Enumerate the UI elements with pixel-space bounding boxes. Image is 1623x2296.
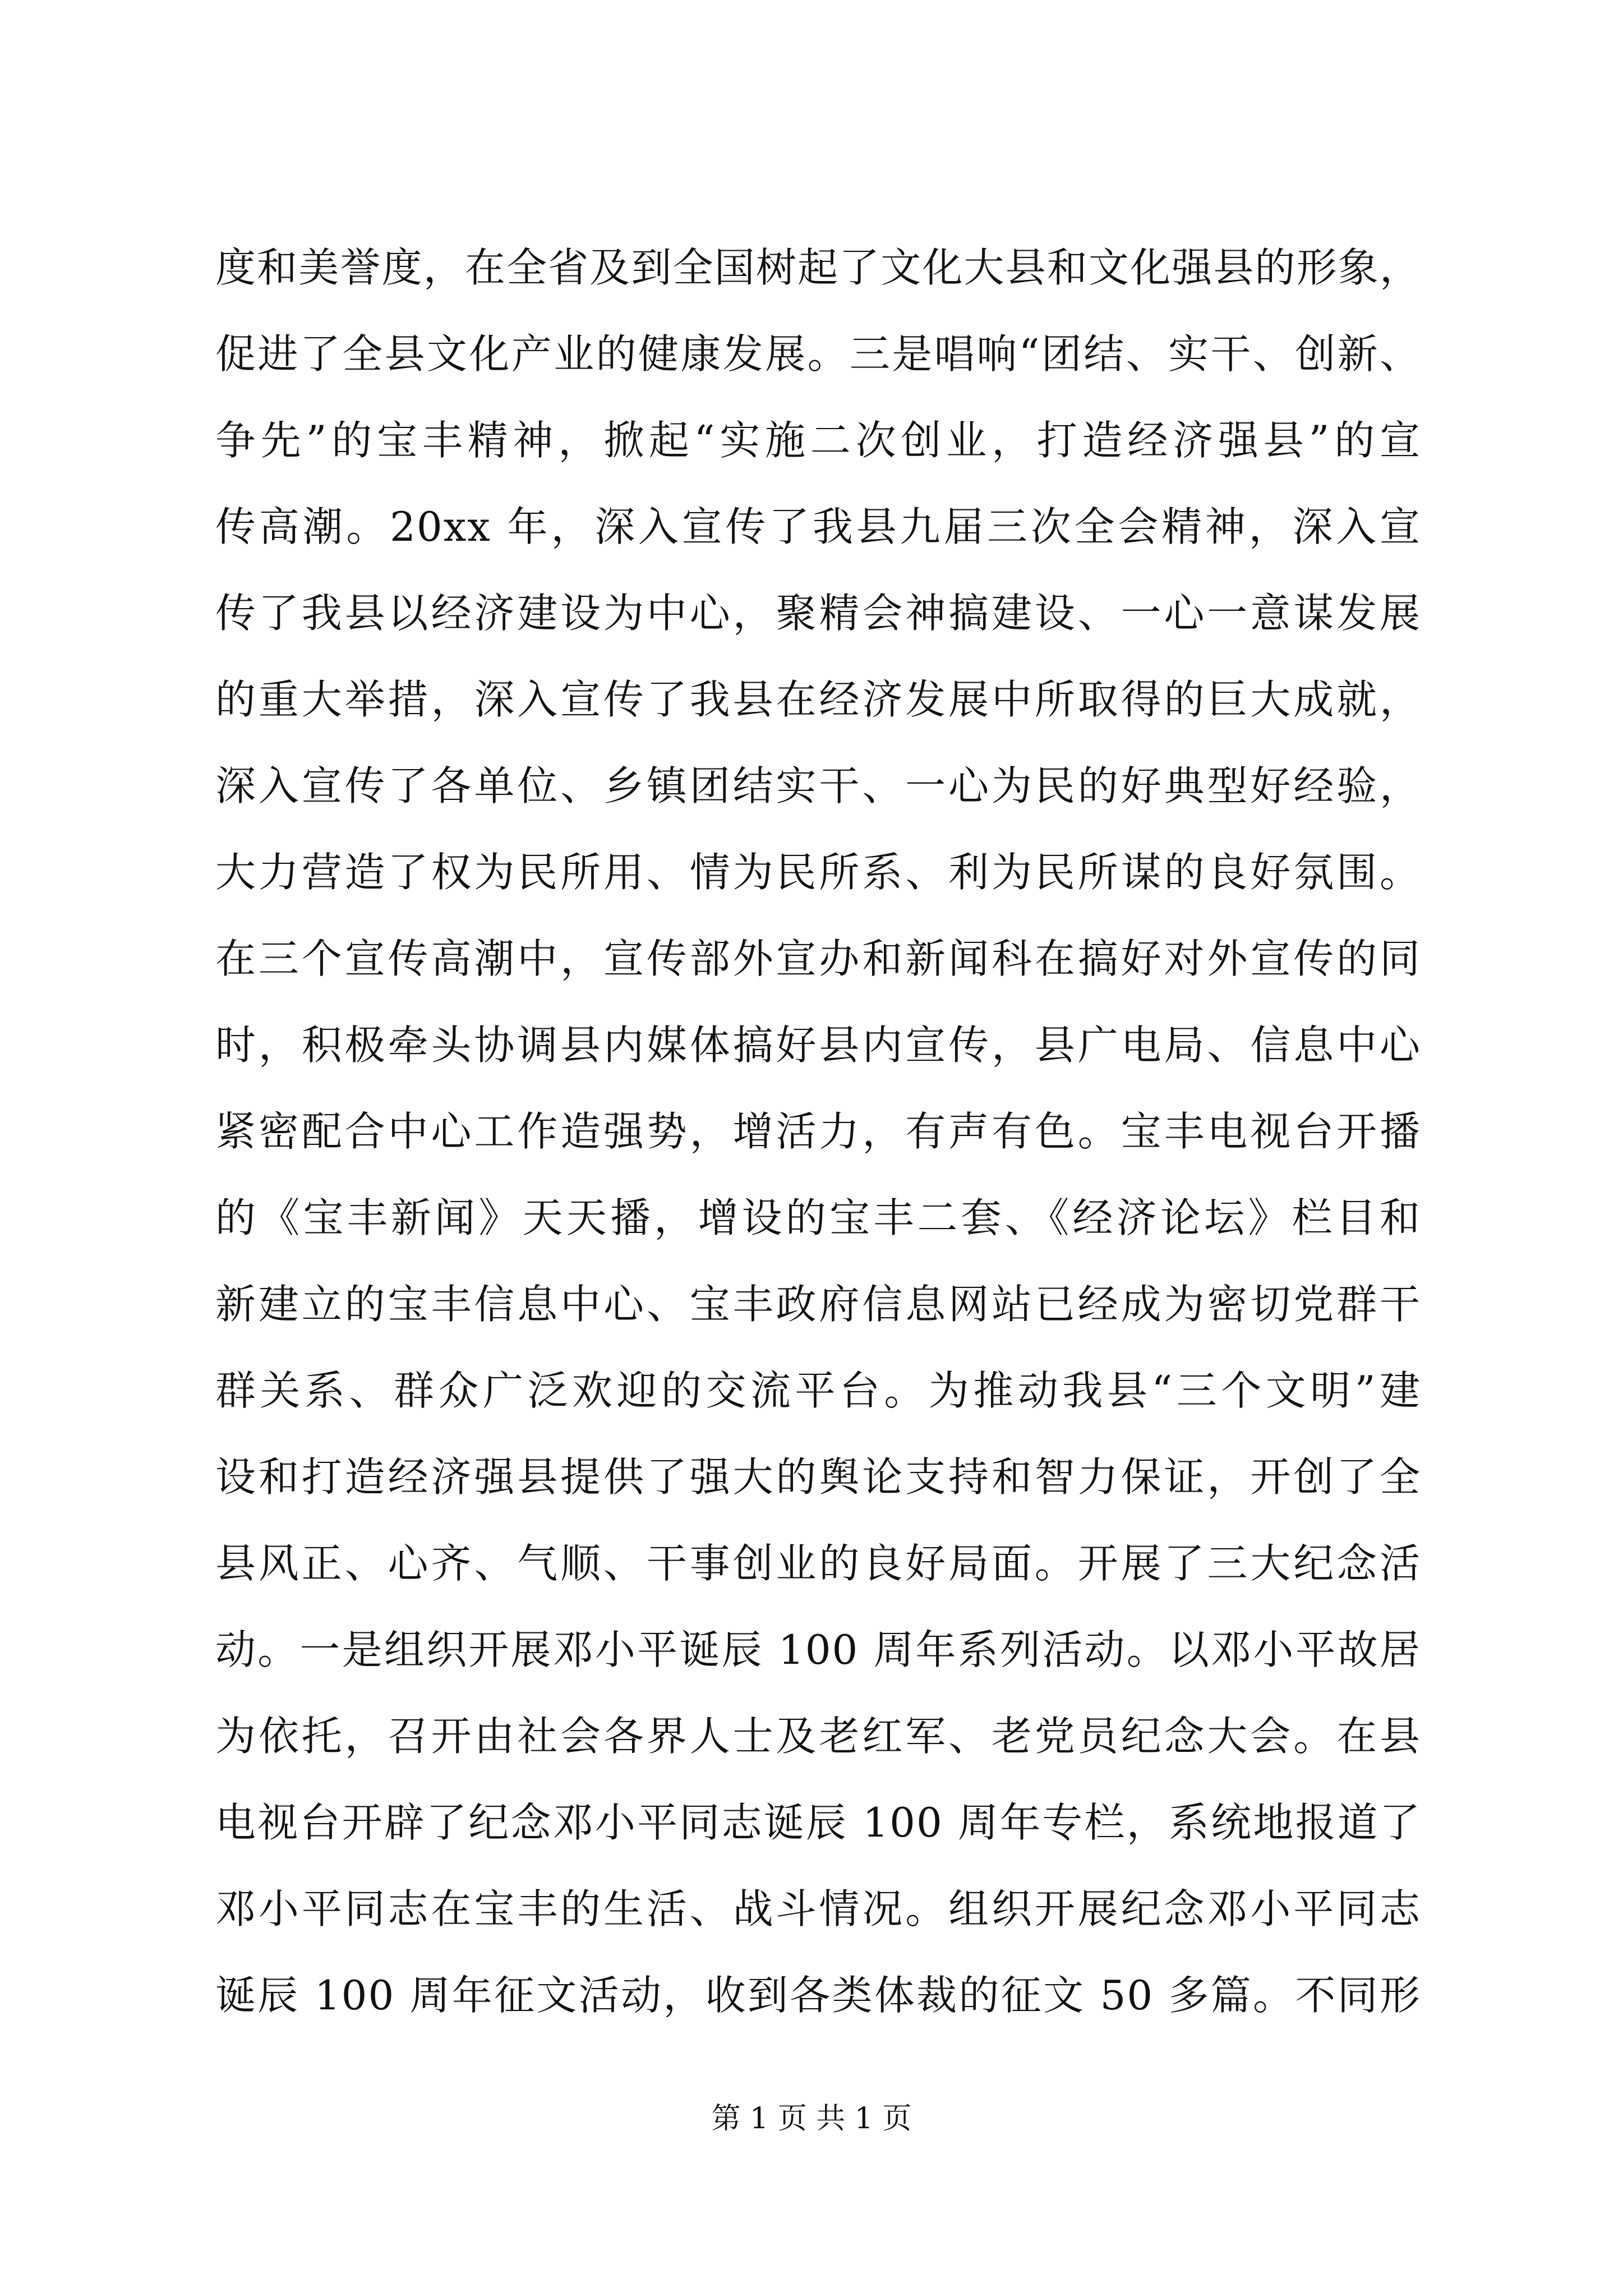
text-line: 设和打造经济强县提供了强大的舆论支持和智力保证，开创了全 <box>215 1453 1421 1501</box>
body-text <box>215 224 1421 2039</box>
text-line: 度和美誉度，在全省及到全国树起了文化大县和文化强县的形象， <box>215 244 1421 291</box>
text-line: 促进了全县文化产业的健康发展。三是唱响“团结、实干、创新、 <box>215 330 1421 378</box>
text-line: 争先”的宝丰精神，掀起“实施二次创业，打造经济强县”的宣 <box>215 417 1421 464</box>
text-line: 邓小平同志在宝丰的生活、战斗情况。组织开展纪念邓小平同志 <box>215 1885 1421 1932</box>
text-line: 深入宣传了各单位、乡镇团结实干、一心为民的好典型好经验， <box>215 762 1421 809</box>
text-line: 的重大举措，深入宣传了我县在经济发展中所取得的巨大成就， <box>215 676 1421 723</box>
text-line: 诞辰 100 周年征文活动，收到各类体裁的征文 50 多篇。不同形 <box>215 1972 1421 2019</box>
text-line: 传高潮。20xx 年，深入宣传了我县九届三次全会精神，深入宣 <box>215 503 1421 550</box>
text-line: 的《宝丰新闻》天天播，增设的宝丰二套、《经济论坛》栏目和 <box>215 1194 1421 1241</box>
text-line: 大力营造了权为民所用、情为民所系、利为民所谋的良好氛围。 <box>215 849 1421 896</box>
text-line: 紧密配合中心工作造强势，增活力，有声有色。宝丰电视台开播 <box>215 1108 1421 1155</box>
text-line: 电视台开辟了纪念邓小平同志诞辰 100 周年专栏，系统地报道了 <box>215 1799 1421 1846</box>
page-footer <box>0 2099 1623 2138</box>
text-line: 县风正、心齐、气顺、干事创业的良好局面。开展了三大纪念活 <box>215 1540 1421 1587</box>
text-line: 在三个宣传高潮中，宣传部外宣办和新闻科在搞好对外宣传的同 <box>215 935 1421 982</box>
text-line: 传了我县以经济建设为中心，聚精会神搞建设、一心一意谋发展 <box>215 590 1421 637</box>
text-line: 动。一是组织开展邓小平诞辰 100 周年系列活动。以邓小平故居 <box>215 1626 1421 1673</box>
text-line: 群关系、群众广泛欢迎的交流平台。为推动我县“三个文明”建 <box>215 1367 1421 1414</box>
text-line: 时，积极牵头协调县内媒体搞好县内宣传，县广电局、信息中心 <box>215 1022 1421 1069</box>
text-line: 新建立的宝丰信息中心、宝丰政府信息网站已经成为密切党群干 <box>215 1281 1421 1328</box>
text-line: 为依托，召开由社会各界人士及老红军、老党员纪念大会。在县 <box>215 1713 1421 1760</box>
page-number-label: 第 1 页 共 1 页 <box>711 2102 912 2136</box>
